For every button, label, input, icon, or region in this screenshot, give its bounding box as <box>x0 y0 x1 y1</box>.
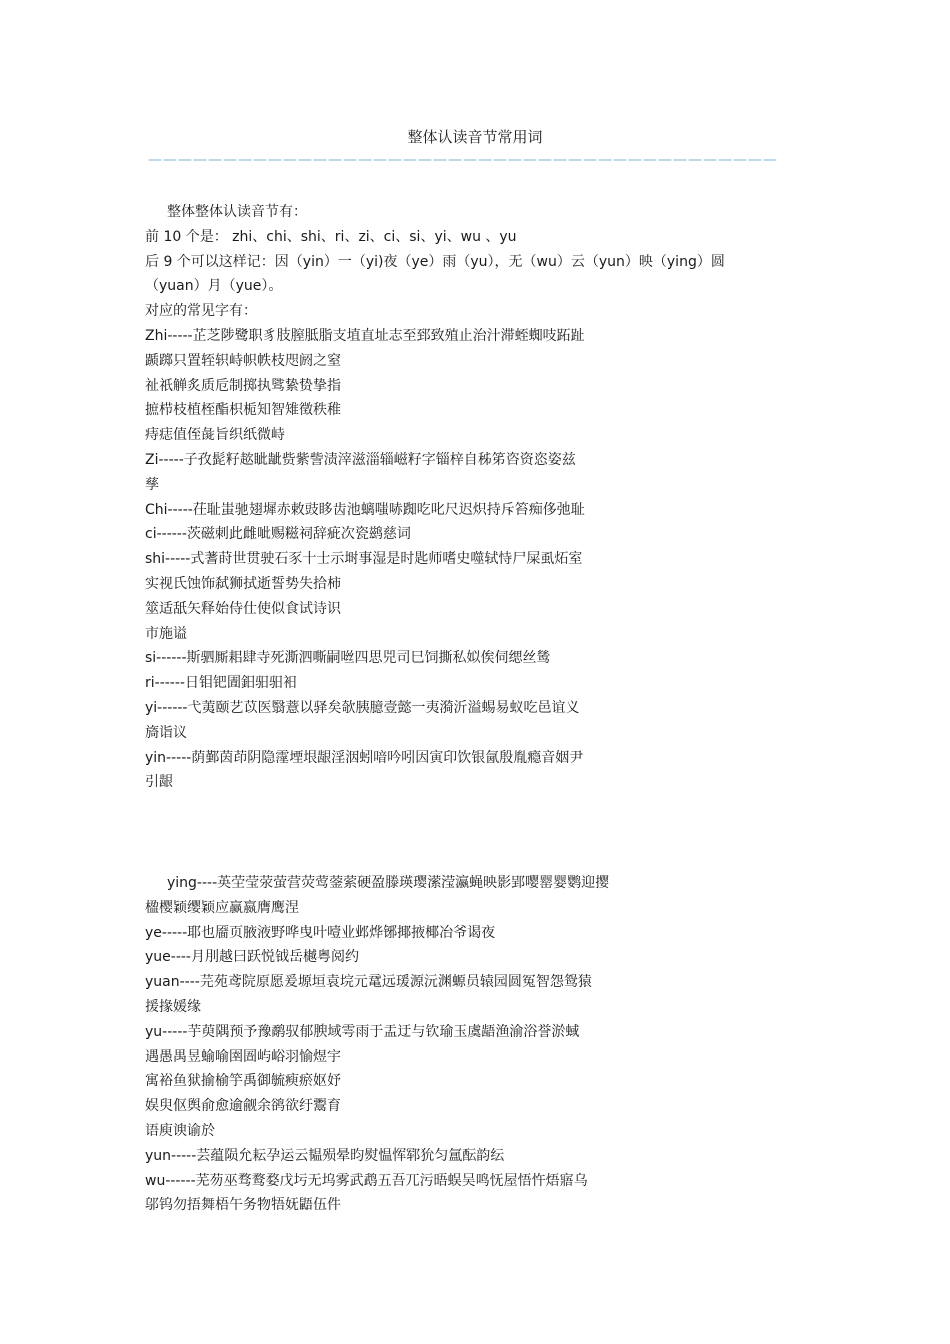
text-line: si------斯驷厮耜肆寺死澌泗嘶嗣咝四思兕司巳饲撕私姒俟伺缌丝鸶 <box>145 650 551 667</box>
document-title: 整体认读音节常用词 <box>407 128 543 146</box>
text-line: Zi-----子孜髭籽趑眦龇赀紫訾渍滓滋淄辎嵫籽字锱梓自秭笫咨资恣姿兹 <box>145 451 576 468</box>
text-line: yuan----芫苑鸢院原愿爰塬垣袁垸元鼋远瑗源沅渊螈员辕园圆冤智怨鸳猿 <box>145 974 592 991</box>
text-line: wu------芜芴巫骛鹜婺戊圬无坞雾武鹉五吾兀污晤蜈吴鸣怃屋悟忤焐寤乌 <box>145 1172 588 1189</box>
text-line: ying----英茔莹荥萤营荧莺蓥萦硬盈滕瑛璎潆滢瀛蝇映影郢嘤罂婴鹦迎撄 <box>167 875 610 891</box>
text-line: 寓裕鱼狱揄榆竽禹御毓瘐瘀妪妤 <box>145 1073 341 1090</box>
text-line: yu-----芋萸隅预予豫鹬驭郁腴域雩雨于盂迂与钦瑜玉虞龉渔渝浴誉淤蜮 <box>145 1023 580 1040</box>
text-line: 祉祇觯炙质卮制掷执骘絷贽挚指 <box>145 377 341 394</box>
text-line: Zhi-----芷芝陟鹭职豸肢膣胝脂支埴直址志至郅致殖止治汁滞蛭蜘吱跖趾 <box>145 327 585 344</box>
text-line: 邬钨勿捂舞梧午务物牾妩鼯伍件 <box>145 1197 341 1214</box>
text-line: shi-----式蓍莳世贯驶石豕十士示埘事湿是时匙师嗜史噬轼恃尸屎虱炻室 <box>145 551 583 568</box>
text-line: 引龈 <box>145 774 173 791</box>
text-line: ye-----耶也靥页腋液野哗曳叶噎业邺烨铘揶掖椰冶爷谒夜 <box>145 924 496 941</box>
text-line: yun-----芸蕴陨允耘孕运云韫殒晕昀熨愠恽郓狁匀氲酝韵纭 <box>145 1147 505 1164</box>
text-line: 孳 <box>145 476 159 493</box>
text-line: 语庾谀谕於 <box>145 1122 215 1139</box>
text-line: yin-----荫鄞茵茚阴隐霪堙垠龈淫洇蚓喑吟吲因寅印饮银氤殷胤瘾音姻尹 <box>145 749 584 766</box>
text-line: 援掾媛缘 <box>145 998 201 1015</box>
text-line: （yuan）月（yue）。 <box>145 278 283 295</box>
title-divider: —————————————————————————————————————————— <box>148 152 778 168</box>
text-line: 筮适舐矢释始侍仕使似食试诗识 <box>145 600 341 617</box>
text-line: 实视氏蚀饰弑狮拭逝誓势失拾柿 <box>145 575 341 592</box>
text-line: 摭栉枝植桎酯枳栀知智雉徵秩稚 <box>145 402 341 419</box>
text-line: 楹樱颖缨颖应赢嬴膺鹰涅 <box>145 899 299 916</box>
section-2 <box>145 871 810 1218</box>
text-line: 市施谥 <box>145 625 187 642</box>
text-line: yi------弋荑颐艺苡医翳薏以驿矣欹胰臆壹懿一夷漪沂溢蜴易蚁吃邑谊义 <box>145 699 580 716</box>
text-line: ri------日钼钯圊鈤驲驲衵 <box>145 675 297 692</box>
text-line: 旖诣议 <box>145 724 187 741</box>
text-line: 遇愚禺昱蝓喻圉圄屿峪羽愉煜宇 <box>145 1048 341 1065</box>
section-1 <box>145 200 810 795</box>
text-line: 娱臾伛舆俞愈逾觎余鹆欲纡鬻育 <box>145 1098 341 1115</box>
text-line: 整体整体认读音节有： <box>167 204 307 220</box>
text-line: 对应的常见字有： <box>145 303 257 320</box>
text-line: 前 10 个是： zhi、chi、shi、ri、zi、ci、si、yi、wu 、yu <box>145 228 517 245</box>
text-line: 痔痣值侄彘旨织纸微峙 <box>145 427 285 444</box>
text-line: 后 9 个可以这样记：因（yin）一（yi)夜（ye）雨（yu），无（wu）云（yun）映（ying）圆 <box>145 253 725 270</box>
text-line: Chi-----茌耻蚩驰翅墀赤敕豉眵齿池螭嗤哧踟吃叱尺迟炽持斥笞痴侈弛耻 <box>145 501 585 518</box>
text-line: ci------茨磁刺此雌呲赐糍祠辞疵次瓷鹚慈词 <box>145 526 411 543</box>
text-line: yue----月刖越曰跃悦钺岳樾粤阅约 <box>145 949 359 966</box>
text-line: 踬踯只置轾轵峙帜帙枝咫阏之窒 <box>145 352 341 369</box>
